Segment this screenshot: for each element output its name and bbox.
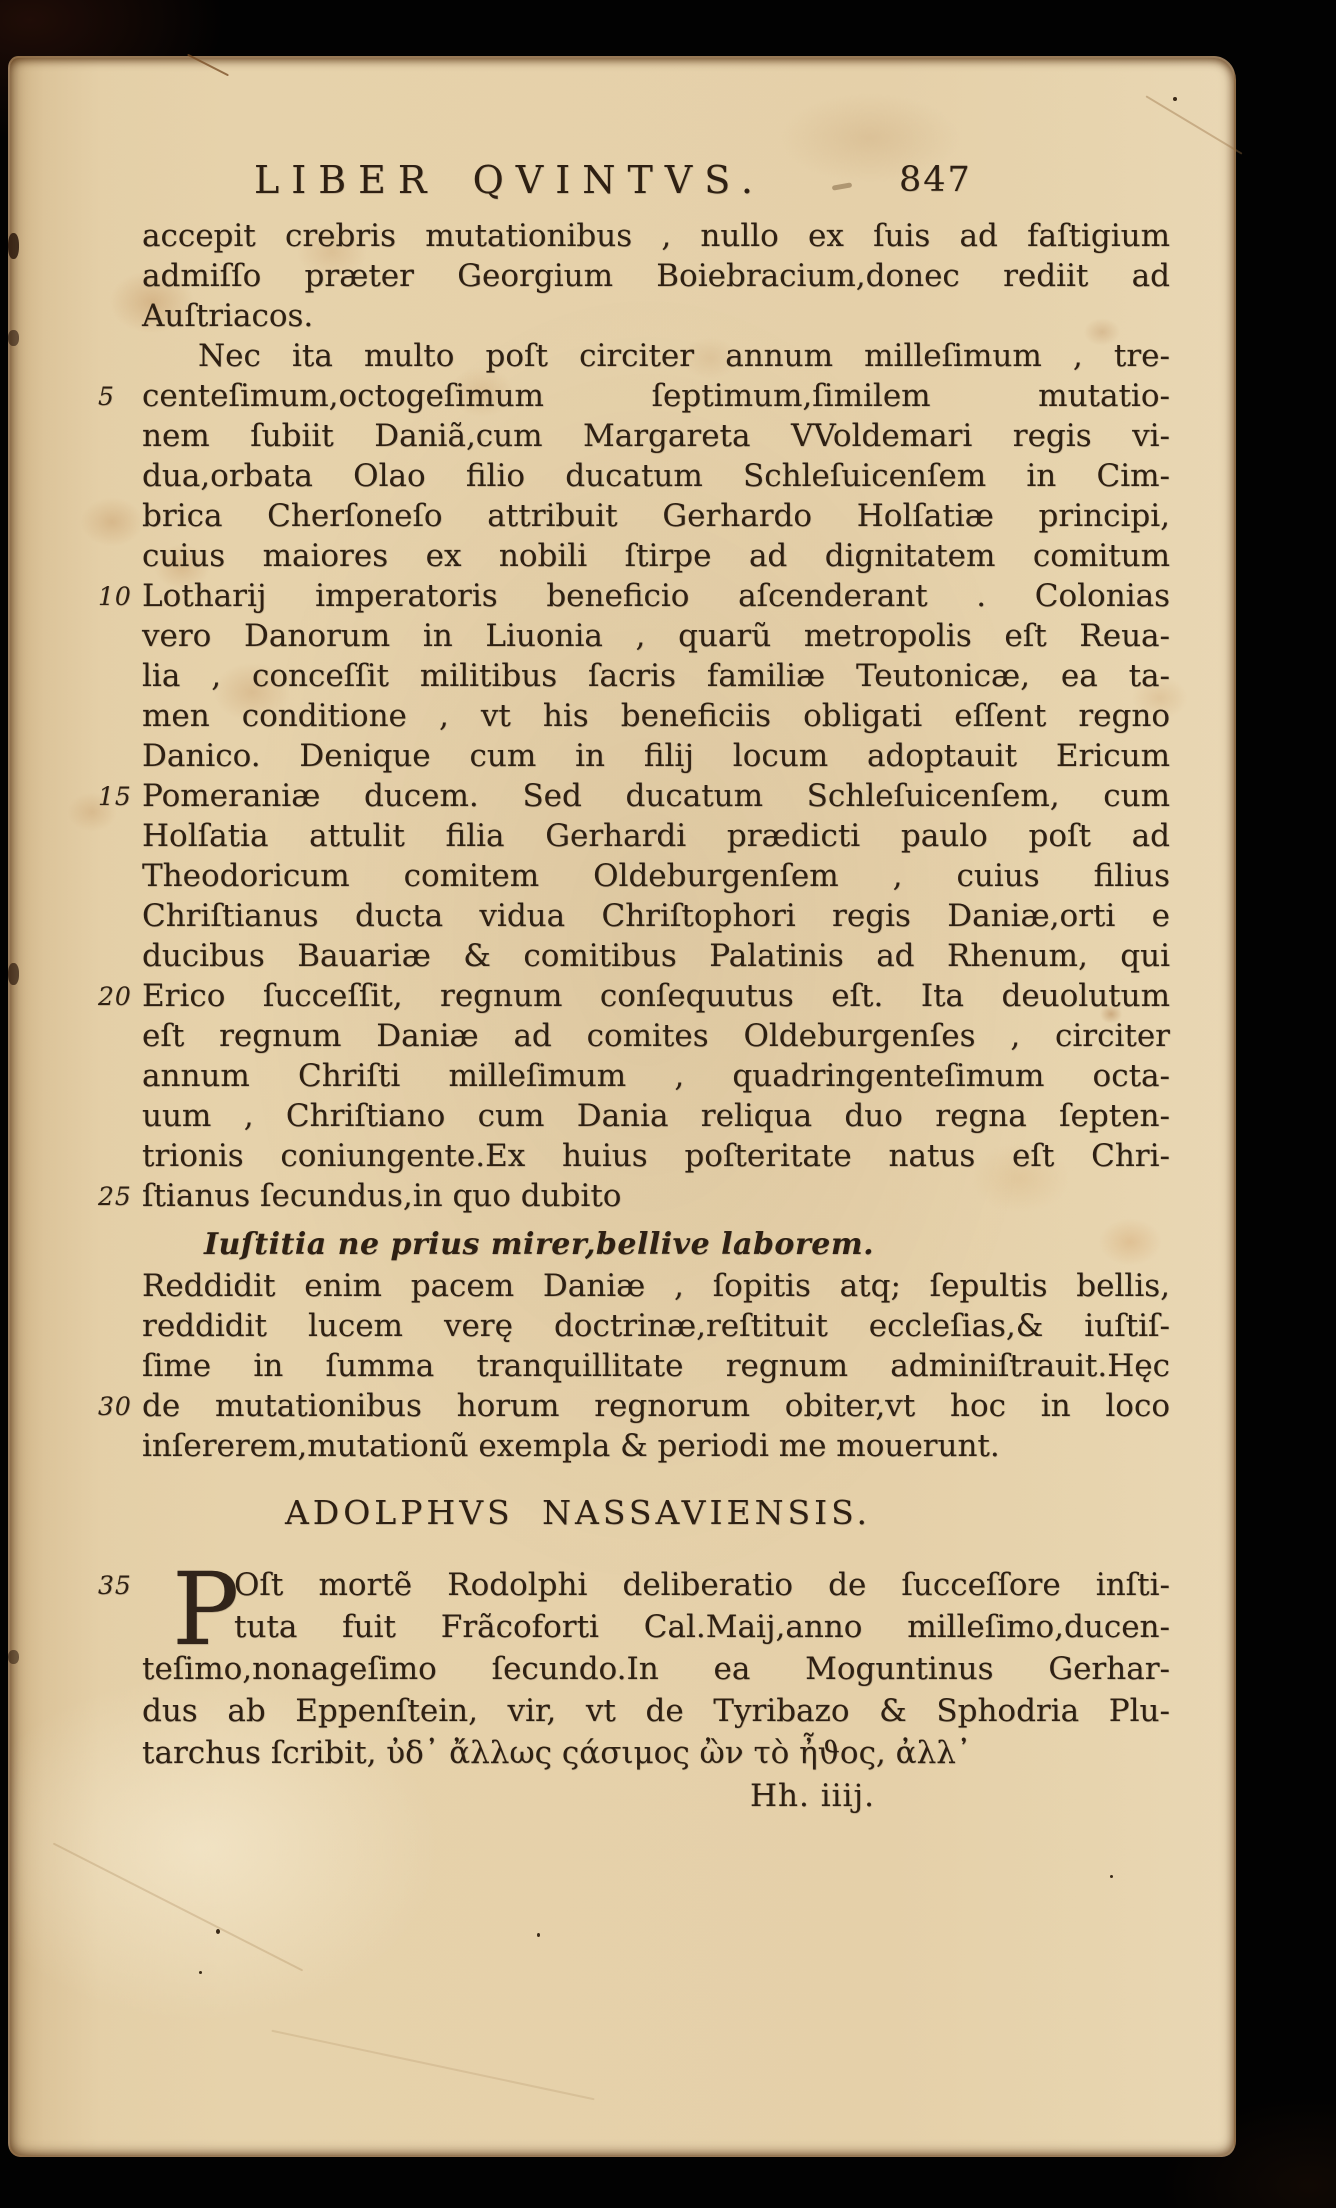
drop-cap-initial: P: [172, 1551, 240, 1668]
text-line: [98, 1386, 1170, 1426]
line-text: Nec ita multo poſt circiter annum milleſimum , tre-: [198, 338, 1170, 374]
line-text: ſime in ſumma tranquillitate regnum adminiſtrauit.Hęc: [142, 1348, 1170, 1384]
text-line: [142, 1426, 1170, 1466]
line-text: teſimo,nonageſimo ſecundo.In ea Moguntinus Gerhar-: [142, 1651, 1170, 1687]
text-line: [142, 536, 1170, 576]
line-text: de mutationibus horum regnorum obiter,vt hoc in loco: [142, 1388, 1170, 1424]
text-line: [142, 1016, 1170, 1056]
margin-line-number: 10: [98, 582, 132, 611]
book-page: [8, 56, 1236, 2157]
line-text: centeſimum,octogeſimum ſeptimum,ſimilem mutatio-: [142, 378, 1170, 414]
line-text: vero Danorum in Liuonia , quarũ metropolis eſt Reua-: [142, 618, 1170, 654]
paper-crease: [53, 1843, 303, 1972]
text-line: [142, 856, 1170, 896]
verse-quote: Iuſtitia ne prius mirer,bellive laborem.: [204, 1227, 875, 1262]
text-line: [142, 336, 1170, 376]
paragraph-adolphus: [98, 1551, 1170, 1774]
binding-mark: [8, 1650, 19, 1664]
text-line: [142, 1648, 1170, 1690]
text-line: [142, 1306, 1170, 1346]
paragraph-mutations: [98, 336, 1170, 1216]
line-text: Auſtriacos.: [142, 298, 314, 334]
margin-line-number: 5: [98, 382, 115, 411]
text-line: [142, 1346, 1170, 1386]
line-text: reddidit lucem verę doctrinæ,reſtituit eccleſias,& iuſtiſ-: [142, 1308, 1170, 1344]
text-line: [142, 416, 1170, 456]
text-line: [142, 256, 1170, 296]
section-heading-row: [142, 1492, 1170, 1534]
line-text: annum Chriſti milleſimum , quadringenteſimum octa-: [142, 1058, 1170, 1094]
line-text: cuius maiores ex nobili ſtirpe ad dignitatem comitum: [142, 538, 1170, 574]
line-text: Pomeraniæ ducem. Sed ducatum Schleſuicenſem, cum: [142, 778, 1170, 814]
line-text: men conditione , vt his beneficiis obligati eſſent regno: [142, 698, 1170, 734]
margin-line-number: 25: [98, 1182, 132, 1211]
ink-speck: [1110, 1875, 1113, 1878]
text-line: [142, 496, 1170, 536]
line-text: ducibus Bauariæ & comitibus Palatinis ad Rhenum, qui: [142, 938, 1170, 974]
page-number: 847: [899, 160, 972, 200]
text-line: [142, 816, 1170, 856]
text-line: [142, 1606, 1170, 1648]
running-head: [142, 158, 1170, 204]
text-line: [142, 296, 1170, 336]
text-line: [142, 1690, 1170, 1732]
text-line: [98, 976, 1170, 1016]
line-text: tarchus ſcribit, ὐδ᾽ ἄλλως ςάσιμος ὢν τὸ ἦϑος, ἀλλ᾽: [142, 1735, 972, 1771]
line-text: dua,orbata Olao filio ducatum Schleſuicenſem in Cim-: [142, 458, 1170, 494]
line-text: trionis coniungente.Ex huius poſteritate natus eſt Chri-: [142, 1138, 1170, 1174]
section-heading: ADOLPHVS NASSAVIENSIS.: [284, 1493, 872, 1532]
line-text: Oſt mortẽ Rodolphi deliberatio de ſucceſſore inſti-: [234, 1567, 1170, 1603]
ink-speck: [1173, 97, 1177, 101]
text-line: [142, 1136, 1170, 1176]
text-line: [142, 656, 1170, 696]
line-text: lia , conceſſit militibus ſacris familiæ Teutonicæ, ea ta-: [142, 658, 1170, 694]
line-text: ſtianus ſecundus,in quo dubito: [142, 1178, 622, 1214]
text-line: [142, 696, 1170, 736]
margin-line-number: 35: [98, 1571, 132, 1600]
line-text: Theodoricum comitem Oldeburgenſem , cuius filius: [142, 858, 1170, 894]
text-line: [142, 936, 1170, 976]
line-text: admiſſo præter Georgium Boiebracium,donec rediit ad: [142, 258, 1170, 294]
line-text: uum , Chriſtiano cum Dania reliqua duo regna ſepten-: [142, 1098, 1170, 1134]
text-line: [142, 1732, 1170, 1774]
line-text: Danico. Denique cum in filij locum adoptauit Ericum: [142, 738, 1170, 774]
text-line: [98, 776, 1170, 816]
margin-line-number: 30: [98, 1392, 132, 1421]
text-line: [142, 1056, 1170, 1096]
signature-mark: Hh. iiij.: [750, 1778, 875, 1814]
line-text: accepit crebris mutationibus , nullo ex ſuis ad faſtigium: [142, 218, 1170, 254]
text-line: [142, 896, 1170, 936]
paragraph-adolphus-lines: [98, 1551, 1170, 1774]
text-line: [142, 456, 1170, 496]
text-line: [98, 1176, 1170, 1216]
binding-mark: [8, 330, 19, 346]
ink-speck: [199, 1971, 202, 1974]
paragraph-peace: [98, 1266, 1170, 1466]
margin-line-number: 20: [98, 982, 132, 1011]
running-title: LIBER QVINTVS.: [254, 158, 766, 202]
line-text: Erico ſucceſſit, regnum conſequutus eſt. Ita deuolutum: [142, 978, 1170, 1014]
margin-line-number: 15: [98, 782, 132, 811]
line-text: Holſatia attulit filia Gerhardi prædicti paulo poſt ad: [142, 818, 1170, 854]
corner-crease: [1145, 95, 1242, 154]
text-line: [98, 376, 1170, 416]
paper-crease: [271, 2030, 594, 2101]
text-line: [142, 216, 1170, 256]
binding-mark: [8, 963, 19, 985]
text-line: [98, 576, 1170, 616]
text-line: [142, 1096, 1170, 1136]
line-text: Chriſtianus ducta vidua Chriſtophori regis Daniæ,orti e: [142, 898, 1170, 934]
text-line: [142, 736, 1170, 776]
text-line: [142, 616, 1170, 656]
line-text: tuta fuit Frãcoforti Cal.Maij,anno milleſimo,ducen-: [234, 1609, 1170, 1645]
paper-scratch: [187, 54, 229, 77]
text-line: [98, 1564, 1170, 1606]
ink-speck: [537, 1933, 540, 1937]
ink-speck: [216, 1929, 220, 1934]
line-text: inſererem,mutationũ exempla & periodi me mouerunt.: [142, 1428, 1000, 1464]
line-text: nem ſubiit Daniã,cum Margareta VVoldemari regis vi-: [142, 418, 1170, 454]
ink-smudge-dash: [832, 182, 853, 190]
line-text: Lotharij imperatoris beneficio aſcenderant . Colonias: [142, 578, 1170, 614]
line-text: dus ab Eppenſtein, vir, vt de Tyribazo & Sphodria Plu-: [142, 1693, 1170, 1729]
line-text: brica Cherſoneſo attribuit Gerhardo Holſatiæ principi,: [142, 498, 1170, 534]
text-block: [98, 158, 1170, 1816]
binding-mark: [8, 233, 19, 259]
line-text: eſt regnum Daniæ ad comites Oldeburgenſes , circiter: [142, 1018, 1170, 1054]
text-line: [142, 1266, 1170, 1306]
paragraph-opening: [142, 216, 1170, 336]
line-text: Reddidit enim pacem Daniæ , ſopitis atq; ſepultis bellis,: [142, 1268, 1170, 1304]
